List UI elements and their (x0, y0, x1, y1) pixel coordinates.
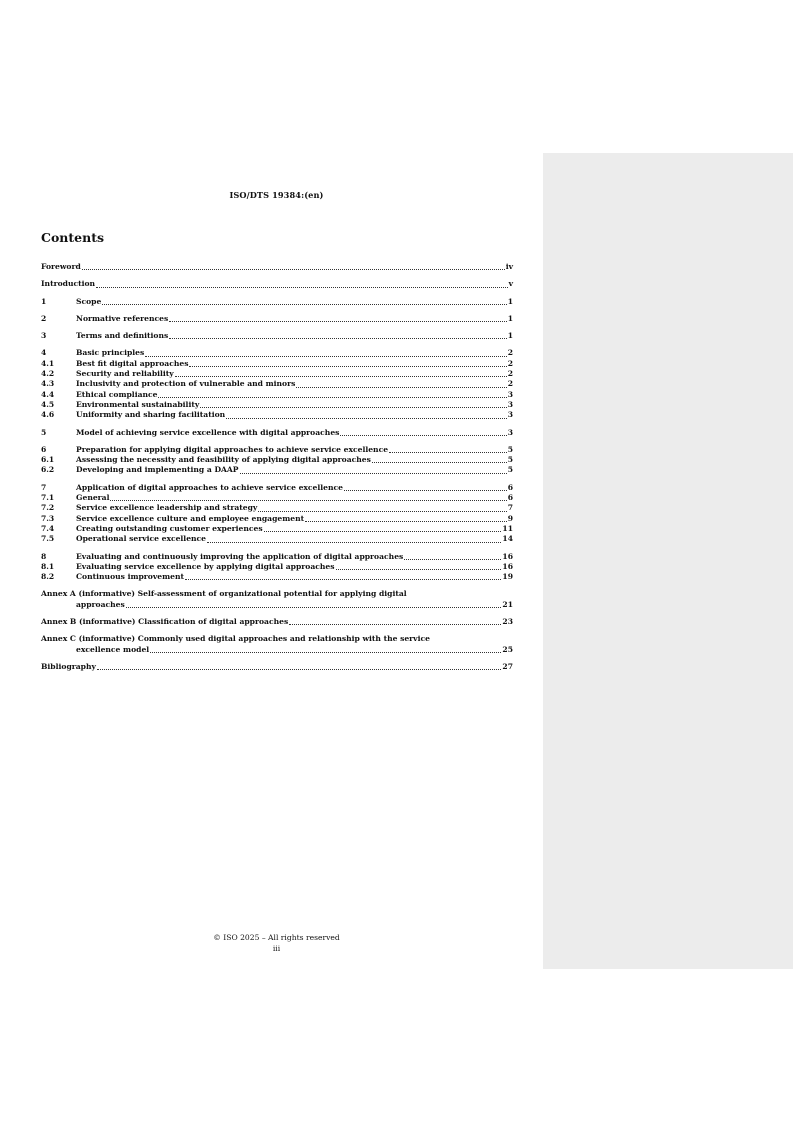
toc-leader-dots (96, 287, 507, 288)
toc-entry-number: 5 (41, 427, 47, 437)
toc-entry[interactable] (41, 348, 513, 358)
toc-entry-number: 4.2 (41, 369, 55, 379)
toc-entry-title: Uniformity and sharing facilitation (76, 410, 226, 420)
toc-entry-number: 7.3 (41, 513, 55, 523)
toc-entry-number: 4.6 (41, 410, 55, 420)
toc-leader-dots (175, 376, 507, 377)
toc-entry-title: Service excellence leadership and strategy (76, 503, 258, 513)
toc-entry-title: Service excellence culture and employee engagement (76, 513, 305, 523)
toc-entry-title: General (76, 493, 110, 503)
toc-leader-dots (169, 321, 506, 322)
toc-entry-page: 1 (507, 296, 513, 306)
toc-entry-title: Ethical compliance (76, 389, 158, 399)
toc-leader-dots (82, 269, 505, 270)
toc-entry[interactable] (41, 445, 513, 455)
toc-entry-page: 1 (507, 313, 513, 323)
toc-entry-title: Bibliography (41, 661, 96, 671)
toc-annex-continuation (41, 645, 513, 655)
toc-entry-number: 7.2 (41, 503, 55, 513)
toc-leader-dots (258, 511, 506, 512)
toc-leader-dots (150, 652, 501, 653)
toc-entry[interactable] (41, 410, 513, 420)
toc-entry-page: 3 (507, 410, 513, 420)
toc-annex-title-cont: excellence model (76, 644, 150, 654)
toc-annex-continuation (41, 600, 513, 610)
toc-entry-title: Preparation for applying digital approaches to achieve service excellence (76, 444, 389, 454)
toc-entry[interactable] (41, 279, 513, 289)
toc-leader-dots (372, 462, 507, 463)
toc-entry-page: 2 (507, 369, 513, 379)
toc-entry[interactable] (41, 524, 513, 534)
toc-entry[interactable] (41, 331, 513, 341)
toc-entry[interactable] (41, 390, 513, 400)
toc-leader-dots (296, 387, 506, 388)
toc-entry-title: Scope (76, 296, 102, 306)
toc-entry-page: 21 (502, 599, 513, 609)
toc-entry-title: Basic principles (76, 348, 145, 358)
toc-entry-title: Normative references (76, 313, 169, 323)
toc-entry-page: v (508, 279, 513, 289)
toc-entry[interactable] (41, 503, 513, 513)
toc-leader-dots (344, 490, 507, 491)
toc-leader-dots (289, 624, 501, 625)
toc-entry[interactable] (41, 359, 513, 369)
toc-entry-number: 4 (41, 348, 47, 358)
toc-entry[interactable] (41, 314, 513, 324)
toc-entry-page: 5 (507, 444, 513, 454)
toc-leader-dots (404, 559, 501, 560)
toc-entry-page: 19 (502, 572, 513, 582)
page-number: iii (272, 944, 281, 953)
toc-entry-number: 6 (41, 444, 47, 454)
toc-entry-title: Evaluating and continuously improving the application of digital approaches (76, 551, 404, 561)
page-footer (41, 932, 512, 954)
toc-leader-dots (126, 607, 502, 608)
toc-entry-number: 4.1 (41, 358, 55, 368)
toc-entry-page: 6 (507, 493, 513, 503)
toc-entry[interactable] (41, 369, 513, 379)
toc-annex-title: Annex B (informative) Classification of digital approaches (41, 617, 289, 627)
toc-entry[interactable] (41, 262, 513, 272)
toc-entry[interactable] (41, 465, 513, 475)
toc-entry-page: 2 (507, 358, 513, 368)
toc-entry-number: 7 (41, 482, 47, 492)
toc-leader-dots (240, 473, 507, 474)
toc-leader-dots (226, 418, 507, 419)
toc-entry-number: 4.3 (41, 379, 55, 389)
toc-annex-title: Annex A (informative) Self-assessment of organizational potential for applying digital (41, 589, 407, 599)
toc-entry-title: Continuous improvement (76, 572, 185, 582)
toc-leader-dots (185, 579, 501, 580)
toc-entry-number: 4.5 (41, 399, 55, 409)
toc-entry[interactable] (41, 379, 513, 389)
toc-entry-page: 14 (502, 534, 513, 544)
toc-entry[interactable] (41, 572, 513, 582)
toc-entry-number: 7.1 (41, 493, 55, 503)
toc-leader-dots (158, 397, 506, 398)
toc-entry-page: 2 (507, 379, 513, 389)
toc-annex-entry[interactable] (41, 617, 513, 627)
toc-leader-dots (97, 669, 502, 670)
toc-leader-dots (102, 304, 506, 305)
toc-bibliography[interactable] (41, 662, 513, 672)
toc-entry-page: 5 (507, 465, 513, 475)
toc-entry-title: Inclusivity and protection of vulnerable and minors (76, 379, 296, 389)
toc-annex-entry[interactable] (41, 589, 513, 610)
toc-annex-title-cont: approaches (76, 599, 125, 609)
toc-entry[interactable] (41, 455, 513, 465)
toc-entry-number: 1 (41, 296, 47, 306)
toc-leader-dots (189, 366, 506, 367)
toc-entry[interactable] (41, 552, 513, 562)
contents-title: Contents (41, 230, 105, 245)
toc-entry-number: 6.2 (41, 465, 55, 475)
toc-entry-number: 3 (41, 331, 47, 341)
toc-entry[interactable] (41, 493, 513, 503)
toc-leader-dots (200, 407, 506, 408)
toc-entry-number: 2 (41, 313, 47, 323)
toc-entry-title: Security and reliability (76, 369, 174, 379)
toc-entry[interactable] (41, 297, 513, 307)
toc-entry-page: 5 (507, 455, 513, 465)
toc-leader-dots (110, 500, 506, 501)
toc-entry-page: 6 (507, 482, 513, 492)
toc-leader-dots (389, 452, 507, 453)
toc-entry-page: 3 (507, 389, 513, 399)
comment-pane (543, 153, 793, 969)
toc-entry-page: 9 (507, 513, 513, 523)
toc-entry-page: 27 (502, 661, 513, 671)
toc-annex-title: Annex C (informative) Commonly used digital approaches and relationship with the service (41, 634, 430, 644)
copyright-notice: © ISO 2025 – All rights reserved (213, 933, 340, 942)
toc-entry-title: Environmental sustainability (76, 399, 200, 409)
toc-entry-title: Best fit digital approaches (76, 358, 189, 368)
toc-entry-page: 3 (507, 427, 513, 437)
toc-entry-page: 16 (502, 561, 513, 571)
toc-entry-number: 7.4 (41, 523, 55, 533)
toc-leader-dots (340, 435, 506, 436)
toc-leader-dots (336, 569, 502, 570)
toc-entry-title: Application of digital approaches to achieve service excellence (76, 482, 343, 492)
toc-entry-number: 8.2 (41, 572, 55, 582)
toc-annex-entry[interactable] (41, 634, 513, 655)
toc-entry-page: 1 (507, 331, 513, 341)
toc-leader-dots (207, 542, 501, 543)
toc-entry-title: Evaluating service excellence by applying digital approaches (76, 561, 335, 571)
toc-entry-page: 23 (502, 617, 513, 627)
document-header: ISO/DTS 19384:(en) (229, 190, 324, 200)
toc-entry-title: Introduction (41, 279, 96, 289)
toc-entry-title: Operational service excellence (76, 534, 206, 544)
toc-entry-number: 8.1 (41, 561, 55, 571)
toc-entry-title: Model of achieving service excellence with digital approaches (76, 427, 340, 437)
toc-entry[interactable] (41, 483, 513, 493)
toc-leader-dots (145, 356, 506, 357)
toc-entry-page: 11 (502, 523, 513, 533)
table-of-contents (41, 262, 513, 672)
toc-entry[interactable] (41, 400, 513, 410)
toc-entry-number: 4.4 (41, 389, 55, 399)
toc-entry[interactable] (41, 514, 513, 524)
toc-entry-number: 6.1 (41, 455, 55, 465)
toc-entry-title: Developing and implementing a DAAP (76, 465, 239, 475)
toc-leader-dots (305, 521, 507, 522)
toc-entry[interactable] (41, 534, 513, 544)
toc-entry-page: 25 (502, 644, 513, 654)
toc-entry-page: 3 (507, 399, 513, 409)
toc-entry-page: iv (505, 262, 513, 271)
toc-entry-number: 7.5 (41, 534, 55, 544)
toc-leader-dots (264, 531, 502, 532)
toc-entry[interactable] (41, 428, 513, 438)
toc-entry-page: 2 (507, 348, 513, 358)
toc-entry-title: Foreword (41, 262, 81, 271)
toc-entry-title: Creating outstanding customer experiences (76, 523, 263, 533)
toc-leader-dots (169, 338, 506, 339)
toc-entry[interactable] (41, 562, 513, 572)
toc-entry-page: 7 (507, 503, 513, 513)
toc-entry-number: 8 (41, 551, 47, 561)
toc-entry-page: 16 (502, 551, 513, 561)
toc-entry-title: Assessing the necessity and feasibility of applying digital approaches (76, 455, 371, 465)
toc-entry-title: Terms and definitions (76, 331, 169, 341)
